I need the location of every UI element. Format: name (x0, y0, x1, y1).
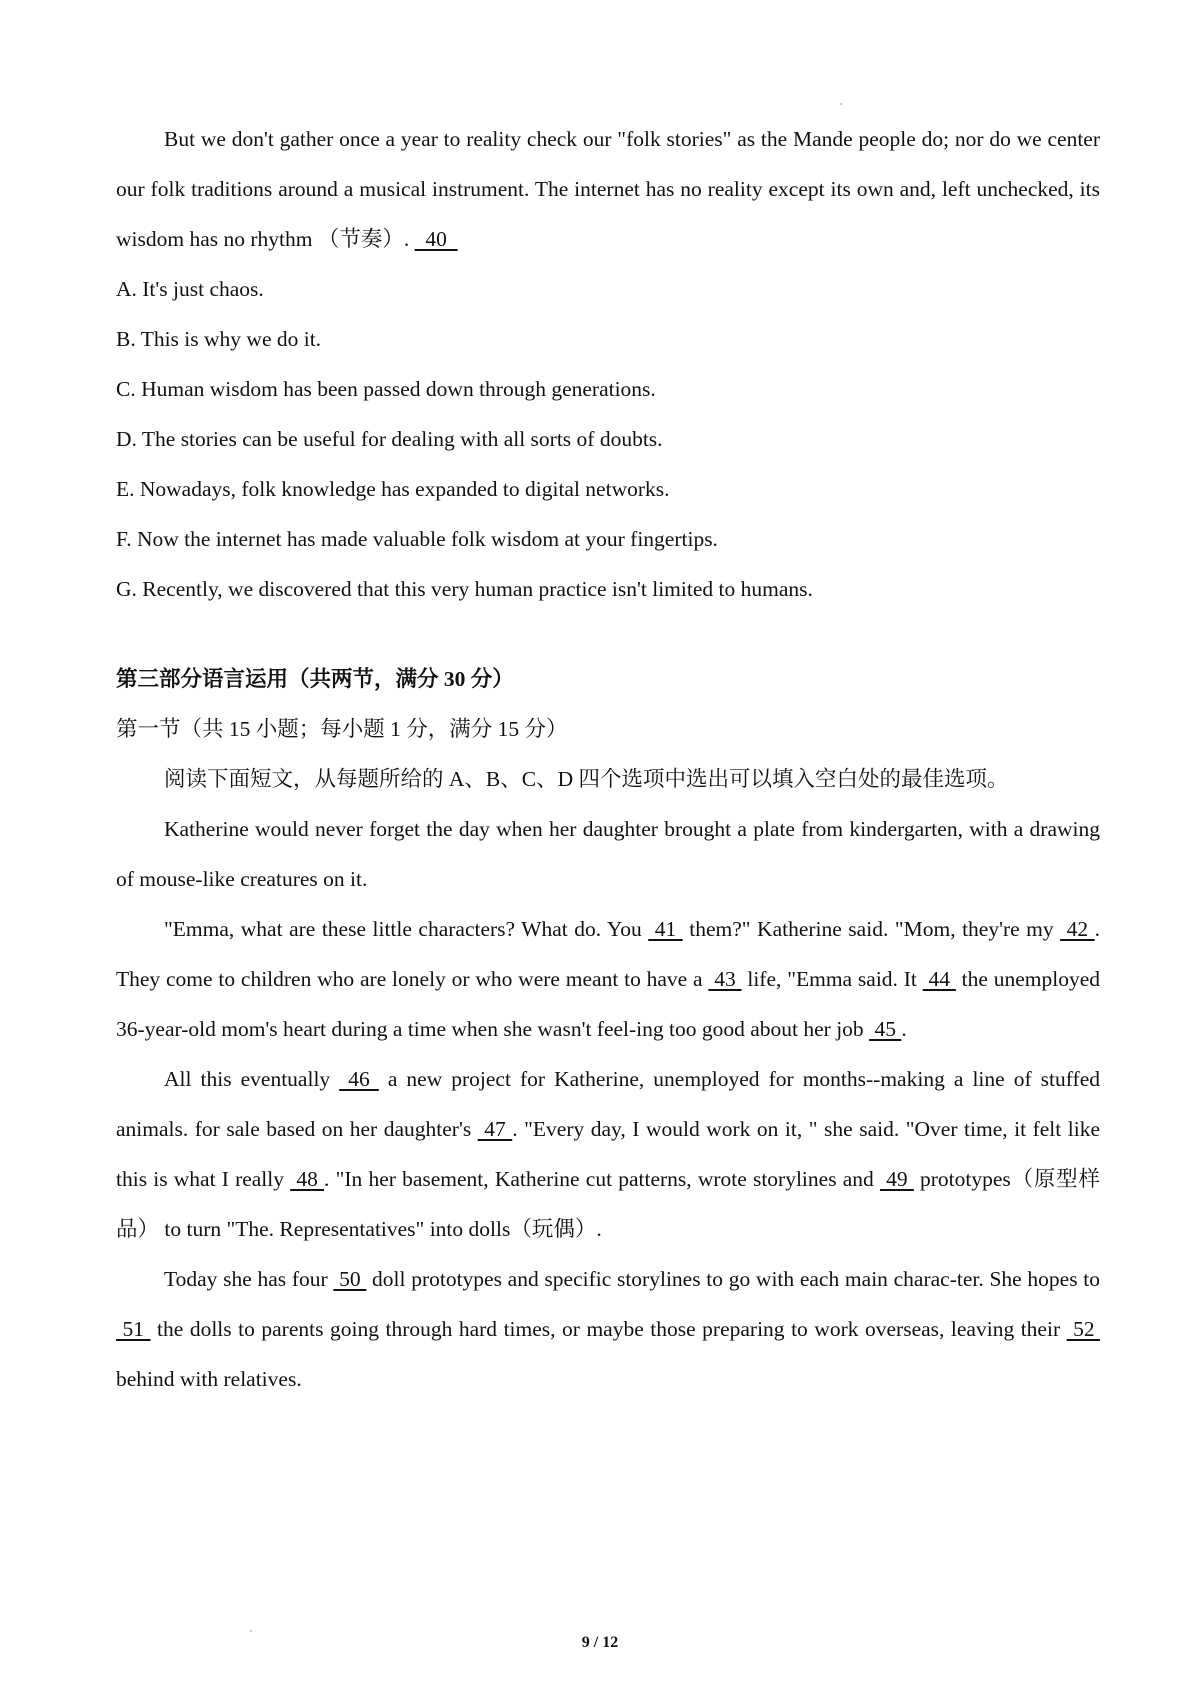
blank-52: 52 (1066, 1317, 1101, 1341)
blank-45: 45 (869, 1017, 902, 1041)
option-b: B. This is why we do it. (116, 327, 322, 351)
blank-40: 40 (414, 227, 458, 251)
passage-end-paragraph (116, 114, 1100, 264)
blank-42: 42 (1060, 917, 1095, 941)
cloze-text: . (901, 1017, 907, 1041)
cloze-text: . "In her basement, Katherine cut patterns, wrote storylines and (324, 1167, 880, 1191)
cloze-text: . "Every day, I would work on it, " she said. "Over time, it felt like this is what I really (116, 1117, 1100, 1191)
page-content (116, 114, 1100, 1404)
page-number: 9 / 12 (581, 1634, 619, 1651)
blank-47: 47 (477, 1117, 513, 1141)
cloze-paragraph-3 (116, 1054, 1100, 1254)
option-list (116, 264, 1100, 614)
cloze-text: behind with relatives. (116, 1367, 302, 1391)
cloze-paragraph-2 (116, 904, 1100, 1054)
blank-49: 49 (879, 1167, 914, 1191)
cloze-text: All this eventually (164, 1067, 340, 1091)
passage-end-text: But we don't gather once a year to reality check our "folk stories" as the Mande people do; nor do we center our folk traditions around a musical instrument. The internet has no reality except its own and, left unchecked, its wisdom has no rhythm （节奏）. (116, 127, 1100, 251)
option-g: G. Recently, we discovered that this very human practice isn't limited to humans. (116, 577, 813, 601)
section-gap (116, 614, 1100, 654)
cloze-text: doll prototypes and specific storylines to go with each main charac-ter. She hopes to (366, 1267, 1100, 1291)
scan-speck (250, 1630, 252, 1632)
blank-43: 43 (708, 967, 742, 991)
scan-speck (840, 103, 842, 105)
option-e: E. Nowadays, folk knowledge has expanded to digital networks. (116, 477, 670, 501)
cloze-text: prototypes（原型样品） to turn "The. Representatives" into dolls（玩偶）. (116, 1167, 1100, 1241)
blank-41: 41 (648, 917, 683, 941)
cloze-text: Today she has four (164, 1267, 334, 1291)
blank-44: 44 (922, 967, 956, 991)
section-instruction: 阅读下面短文，从每题所给的 A、B、C、D 四个选项中选出可以填入空白处的最佳选项。 (164, 767, 1009, 791)
section-heading: 第三部分语言运用（共两节，满分 30 分） (116, 667, 514, 691)
option-f: F. Now the internet has made valuable folk wisdom at your fingertips. (116, 527, 718, 551)
cloze-text: the unemployed 36-year-old mom's heart during a time when she wasn't feel-ing too good about her job (116, 967, 1101, 1041)
blank-48: 48 (290, 1167, 325, 1191)
cloze-paragraph-1: Katherine would never forget the day when her daughter brought a plate from kindergarten, with a drawing of mouse-like creatures on it. (116, 817, 1100, 891)
cloze-paragraph-4 (116, 1254, 1100, 1404)
blank-50: 50 (333, 1267, 367, 1291)
section-subheading: 第一节（共 15 小题；每小题 1 分，满分 15 分） (116, 717, 568, 741)
cloze-text: life, "Emma said. It (741, 967, 923, 991)
option-c: C. Human wisdom has been passed down through generations. (116, 377, 656, 401)
option-a: A. It's just chaos. (116, 277, 264, 301)
cloze-text: . They come to children who are lonely or who were meant to have a (116, 917, 1101, 991)
cloze-text: "Emma, what are these little characters? What do. You (164, 917, 649, 941)
option-d: D. The stories can be useful for dealing with all sorts of doubts. (116, 427, 663, 451)
cloze-text: the dolls to parents going through hard times, or maybe those preparing to work overseas, leaving their (150, 1317, 1067, 1341)
blank-51: 51 (116, 1317, 151, 1341)
cloze-text: them?" Katherine said. "Mom, they're my (682, 917, 1061, 941)
cloze-text: a new project for Katherine, unemployed for months--making a line of stuffed animals. for sale based on her daughter's (116, 1067, 1100, 1141)
blank-46: 46 (339, 1067, 379, 1091)
